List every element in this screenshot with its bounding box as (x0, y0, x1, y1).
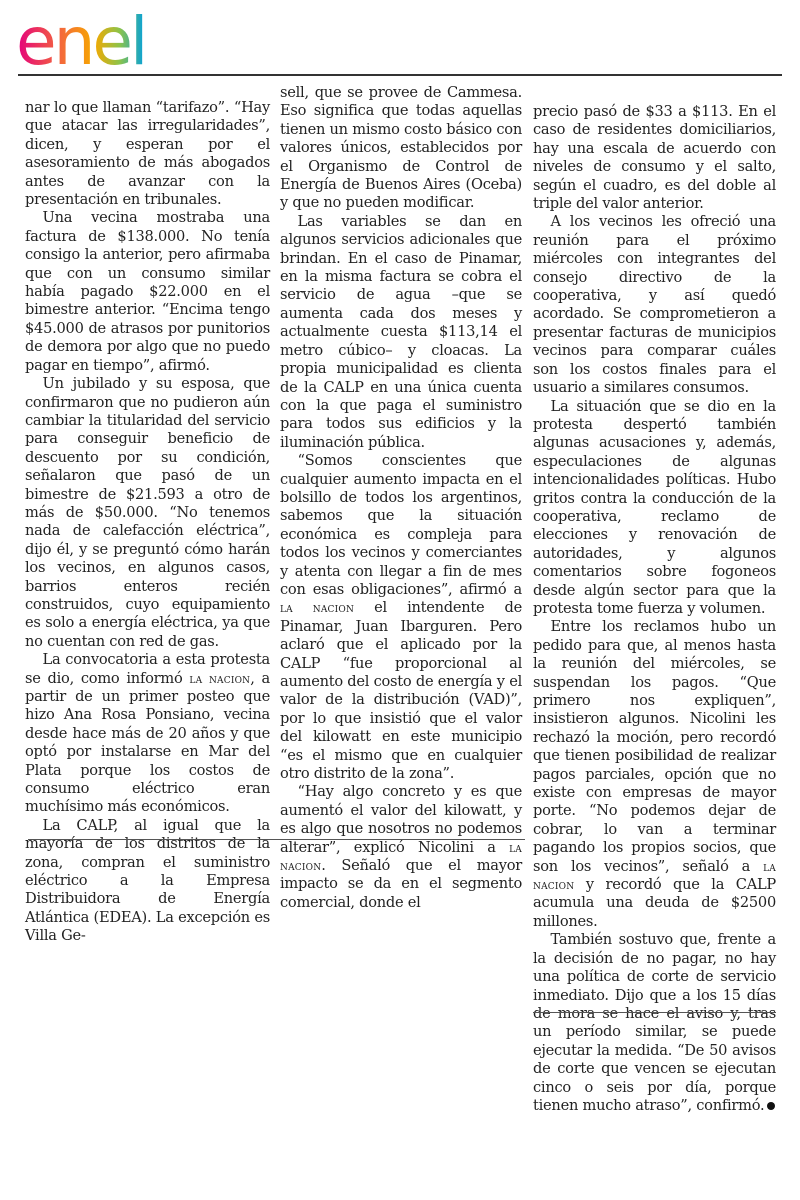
paragraph: sell, que se provee de Cammesa. Eso significa que todas aquellas tienen un mismo costo básico con valores únicos, establecidos por el Organismo de Control de Energía de Buenos Aires (Oceba) y que no pueden modificar. (280, 84, 522, 212)
paragraph: Entre los reclamos hubo un pedido para que, al menos hasta la reunión del miércoles, se suspendan los pagos. “Que primero nos expliquen”, insistieron algunos. Nicolini les rechazó la moción, pero recordó que tienen posibilidad de realizar pagos parciales, opción que no existe con empresas de mayor porte. “No podemos dejar de cobrar, lo van a terminar pagando los propios socios, que son los vecinos”, señaló a la nacion y recordó que la CALP acumula una deuda de $2500 millones. (533, 618, 776, 930)
article-column-1 (25, 99, 270, 946)
column-rule (28, 839, 525, 840)
column-rule-right (533, 1012, 776, 1013)
end-of-article-icon (767, 1102, 775, 1110)
paragraph: La convocatoria a esta protesta se dio, como informó la nacion, a partir de un primer posteo que hizo Ana Rosa Ponsiano, vecina desde hace más de 20 años y que optó por instalarse en Mar del Plata porque los costos de consumo eléctrico eran muchísimo más económicos. (25, 651, 270, 816)
paragraph: Las variables se dan en algunos servicios adicionales que brindan. En el caso de Pinamar, en la misma factura se cobra el servicio de agua –que se aumenta cada dos meses y actualmente cuesta $113,14 el metro cúbico– y cloacas. La propia municipalidad es clienta de la CALP en una única cuenta con la que paga el suministro para todos sus edificios y la iluminación pública. (280, 212, 522, 451)
enel-wordmark: enel (16, 6, 146, 70)
paragraph: A los vecinos les ofreció una reunión para el próximo miércoles con integrantes del consejo directivo de la cooperativa, y así quedó acordado. Se comprometieron a presentar facturas de municipios vecinos para comparar cuáles son los costos finales para el usuario a similares consumos. (533, 213, 776, 397)
article-column-2 (280, 84, 522, 912)
paragraph: nar lo que llaman “tarifazo”. “Hay que atacar las irregularidades”, dicen, y esperan por el asesoramiento de más abogados antes de avanzar con la presentación en tribunales. (25, 99, 270, 209)
article-column-3 (533, 103, 776, 1115)
paragraph: La CALP, al igual que la mayoría de los distritos de la zona, compran el suministro eléctrico a la Empresa Distribuidora de Energía Atlántica (EDEA). La excepción es Villa Ge- (25, 816, 270, 945)
la-nacion-mention: la nacion (533, 858, 776, 893)
paragraph: La situación que se dio en la protesta despertó también algunas acusaciones y, además, especulaciones de algunas intencionalidades políticas. Hubo gritos contra la conducción de la cooperativa, reclamo de elecciones y renovación de autoridades, y algunos comentarios sobre fogoneos desde algún sector para que la protesta tome fuerza y volumen. (533, 397, 776, 617)
la-nacion-mention: la nacion (280, 600, 355, 616)
paragraph: Una vecina mostraba una factura de $138.000. No tenía consigo la anterior, pero afirmaba que con un consumo similar había pagado $22.000 en el bimestre anterior. “Encima tengo $45.000 de atrasos por punitorios de demora por algo que no puedo pagar en tiempo”, afirmó. (25, 209, 270, 374)
la-nacion-mention: la nacion (189, 670, 251, 686)
paragraph: precio pasó de $33 a $113. En el caso de residentes domiciliarios, hay una escala de acuerdo con niveles de consumo y el salto, según el cuadro, es del doble al triple del valor anterior. (533, 103, 776, 213)
paragraph: “Hay algo concreto y es que aumentó el valor del kilowatt, y es algo que nosotros no podemos alterar”, explicó Nicolini a la nacion. Señaló que el mayor impacto se da en el segmento comercial, donde el (280, 783, 522, 911)
enel-logo (14, 6, 184, 70)
la-nacion-mention: la nacion (280, 839, 522, 874)
paragraph: También sostuvo que, frente a la decisión de no pagar, no hay una política de corte de servicio inmediato. Dijo que a los 15 días de mora se hace el aviso y, tras un período similar, se puede ejecutar la medida. “De 50 avisos de corte que vencen se ejecutan cinco o seis por día, porque tienen mucho atraso”, confirmó. (533, 931, 776, 1114)
paragraph: Un jubilado y su esposa, que confirmaron que no pudieron aún cambiar la titularidad del servicio para conseguir beneficio de descuento por su condición, señalaron que pasó de un bimestre de $21.593 a otro de más de $50.000. “No tenemos nada de calefacción eléctrica”, dijo él, y se preguntó cómo harán los vecinos, en algunos casos, barrios enteros recién construidos, cuyo equipamiento es solo a energía eléctrica, ya que no cuentan con red de gas. (25, 375, 270, 650)
paragraph: “Somos conscientes que cualquier aumento impacta en el bolsillo de todos los argentinos, sabemos que la situación económica es compleja para todos los vecinos y comerciantes y atenta con llegar a fin de mes con esas obligaciones”, afirmó a la nacion el intendente de Pinamar, Juan Ibarguren. Pero aclaró que el aplicado por la CALP “fue proporcional al aumento del costo de energía y el valor de la distribución (VAD)”, por lo que insistió que el valor del kilowatt en este municipio “es el mismo que en cualquier otro distrito de la zona”. (280, 452, 522, 783)
header-rule (18, 74, 782, 76)
